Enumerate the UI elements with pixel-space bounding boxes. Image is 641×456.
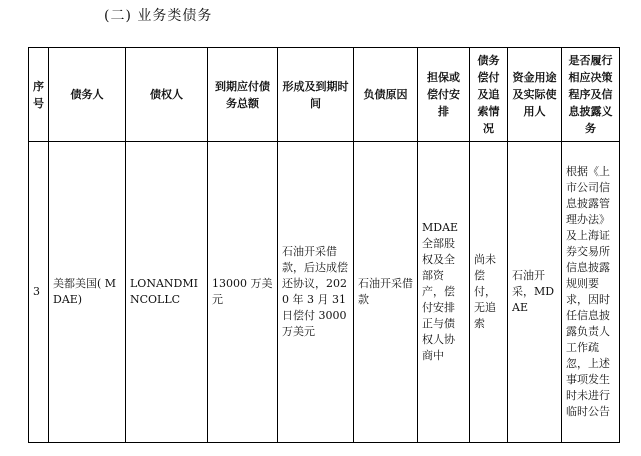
header-reason: 负债原因 [354,48,418,142]
header-timing: 形成及到期时间 [278,48,354,142]
cell-reason: 石油开采借款 [354,142,418,443]
table-header-row [29,48,620,142]
header-recourse: 债务偿付及追索情况 [470,48,508,142]
header-usage: 资金用途及实际使用人 [508,48,562,142]
header-no: 序号 [29,48,49,142]
header-creditor: 债权人 [126,48,208,142]
header-disclosure: 是否履行相应决策程序及信息披露义务 [562,48,620,142]
cell-usage: 石油开采，MDAE [508,142,562,443]
cell-disclosure: 根据《上市公司信息披露管理办法》及上海证券交易所信息披露规则要求，因时任信息披露负责人工作疏忽，上述事项发生时未进行临时公告 [562,142,620,443]
cell-no: 3 [29,142,49,443]
table-row [29,142,620,443]
section-title: (二) 业务类债务 [104,8,213,24]
cell-creditor: LONANDMINCOLLC [126,142,208,443]
cell-amount: 13000 万美元 [208,142,278,443]
cell-guarantee: MDAE 全部股权及全部资产，偿付安排正与债权人协商中 [418,142,470,443]
header-amount: 到期应付债务总额 [208,48,278,142]
header-debtor: 债务人 [49,48,126,142]
cell-debtor: 美都美国( MDAE) [49,142,126,443]
cell-recourse: 尚未偿付，无追索 [470,142,508,443]
cell-timing: 石油开采借款，后达成偿还协议，2020 年 3 月 31 日偿付 3000 万美元 [278,142,354,443]
header-guarantee: 担保或偿付安排 [418,48,470,142]
debt-table [28,47,620,443]
